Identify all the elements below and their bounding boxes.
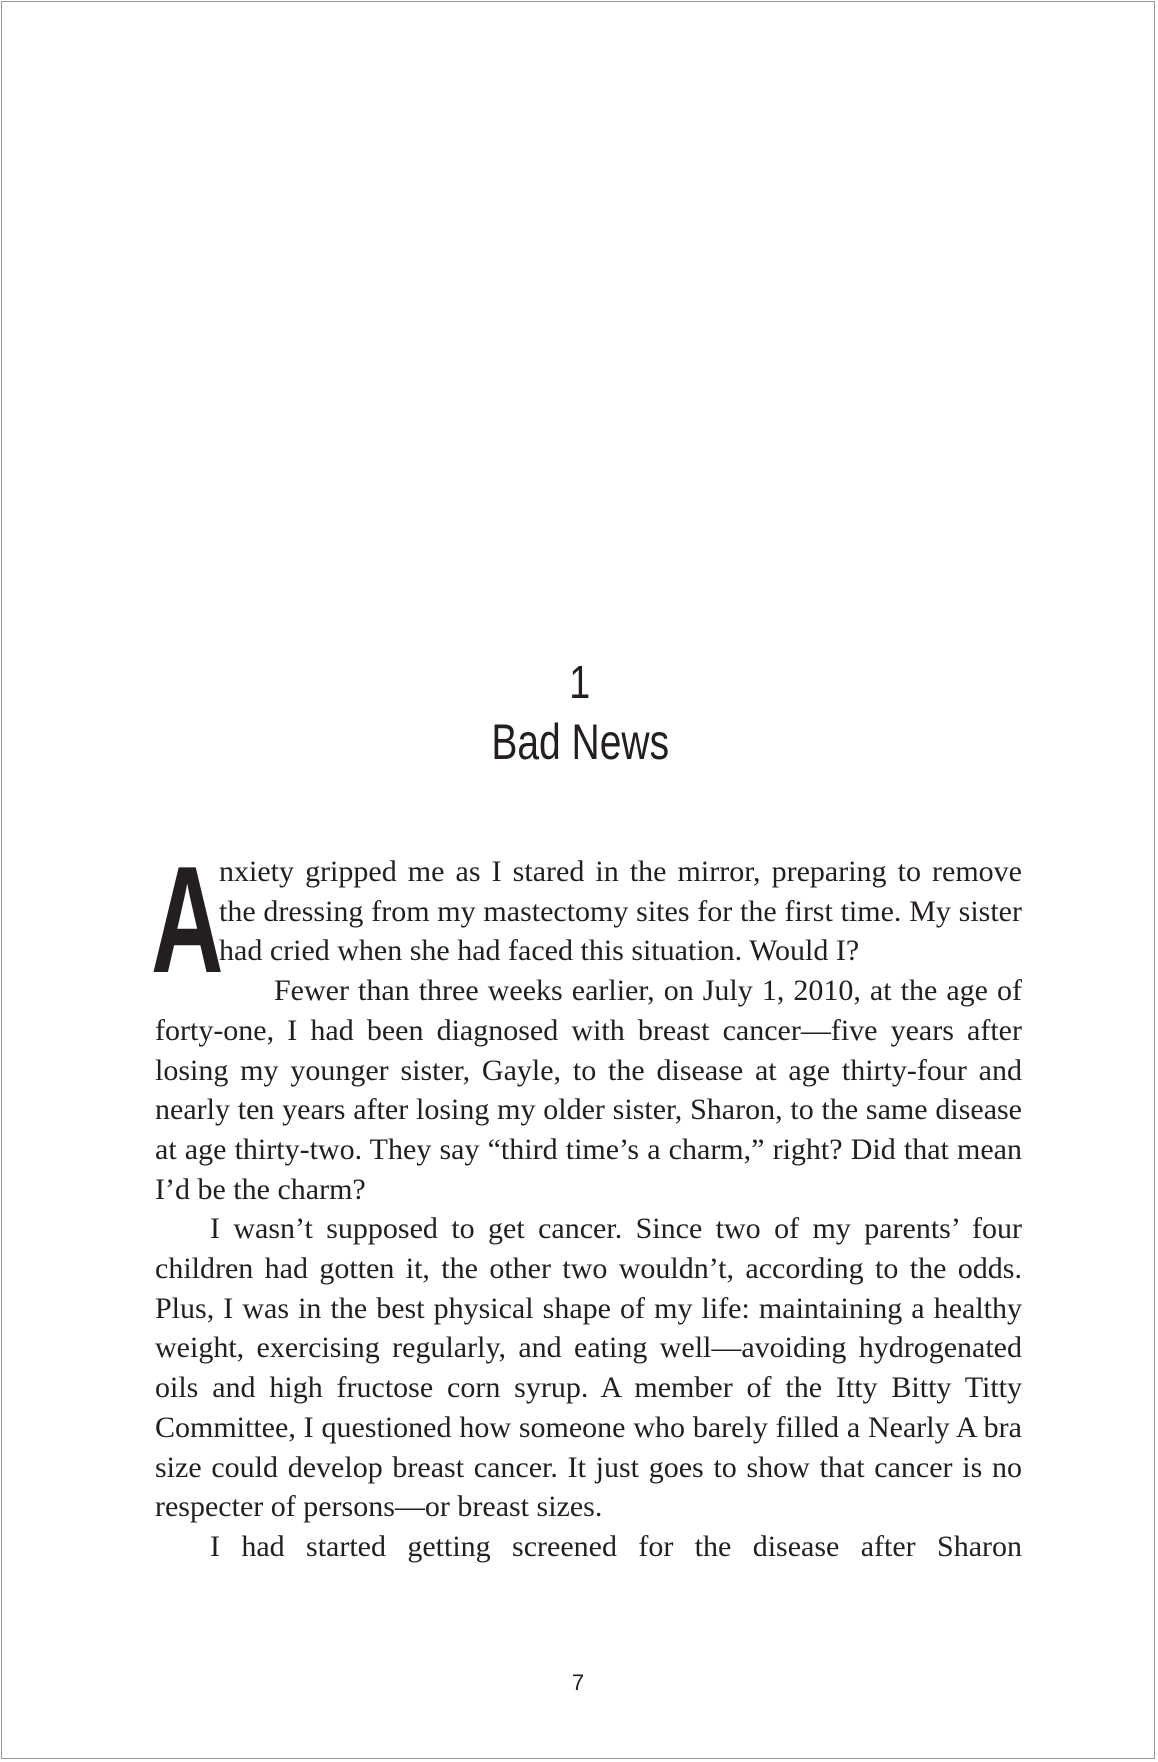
page-number: 7 [571,1670,585,1695]
chapter-number: 1 [569,656,591,708]
paragraph-1 [151,835,1022,1005]
paragraph-2: Fewer than three weeks earlier, on July 1, 2010, at the age of forty-one, I had been diagnosed with breast cancer—five years after losing my younger sister, Gayle, to the disease at age thirty-four and nearly ten years after losing my older sister, Sharon, to the same disease at age thirty-two. They say “third time’s a charm,” right? Did that mean I’d be the charm? [155,974,1022,1206]
paragraph-4: I had started getting screened for the disease after Sharon [210,1529,1022,1563]
book-page [1,1,1155,1759]
drop-cap: A [151,835,224,1005]
chapter-body [151,835,1022,1567]
paragraph-1-text: nxiety gripped me as I stared in the mirror, preparing to remove the dressing from my mastectomy sites for the first time. My sister had cried when she had faced this situation. Would I? [219,855,1022,968]
paragraph-3: I wasn’t supposed to get cancer. Since two of my parents’ four children had gotten it, the other two wouldn’t, according to the odds. Plus, I was in the best physical shape of my life: maintaining a healthy weight, exercising regularly, and eating well—avoiding hydrogenated oils and high fructose corn syrup. A member of the Itty Bitty Titty Committee, I questioned how someone who barely filled a Nearly A bra size could develop breast cancer. It just goes to show that cancer is no respecter of persons—or breast sizes. [155,1212,1022,1524]
chapter-title: Bad News [491,714,670,770]
